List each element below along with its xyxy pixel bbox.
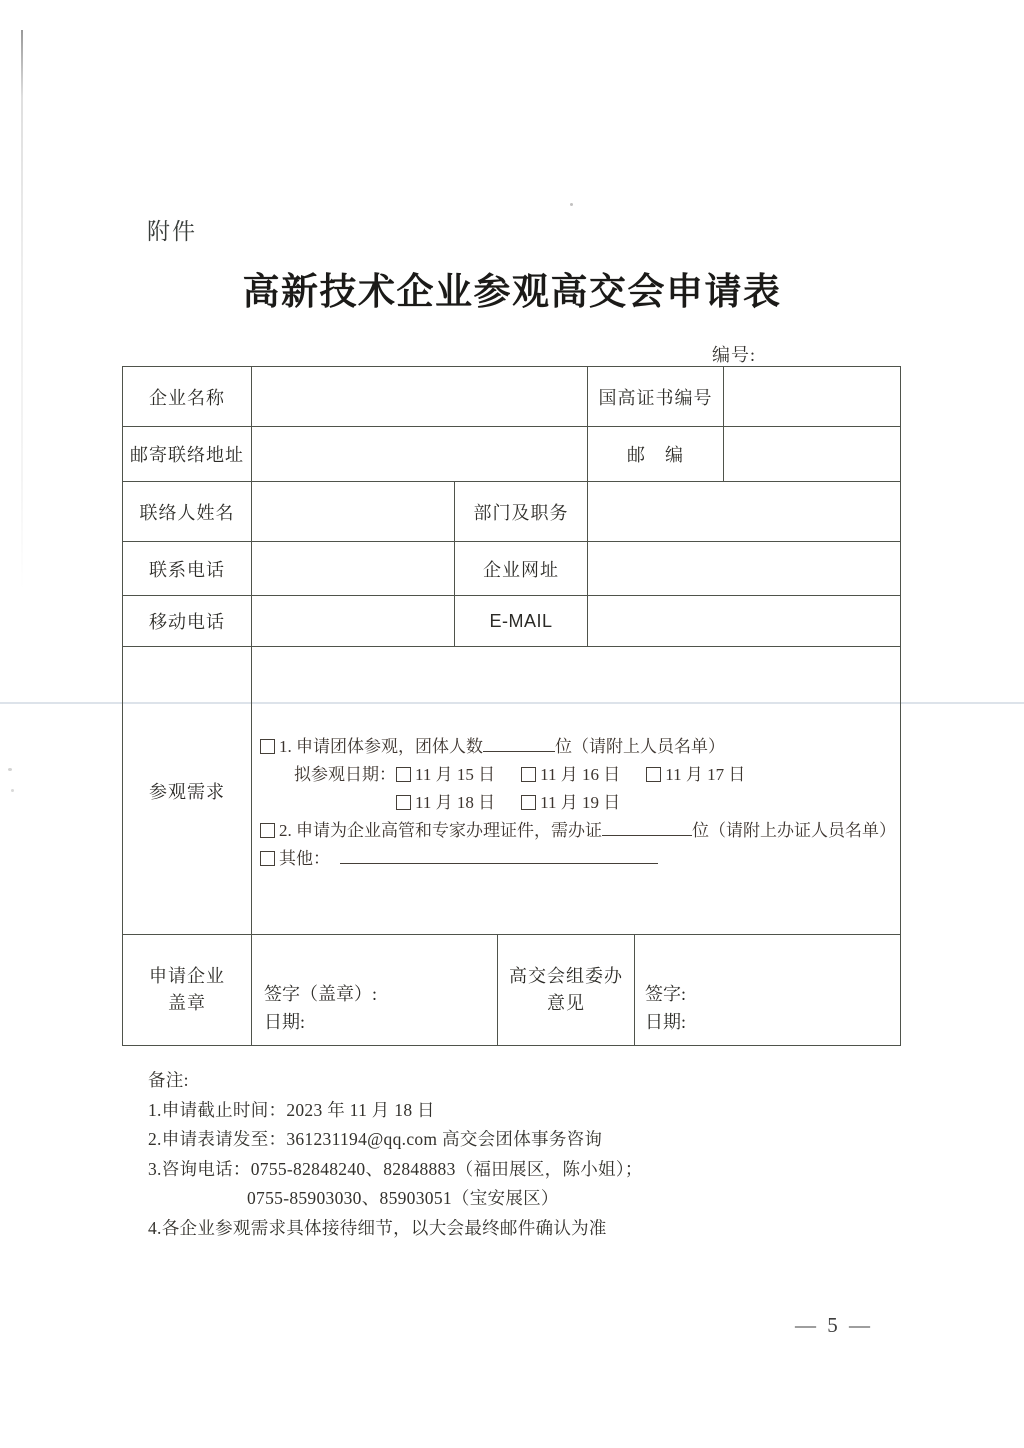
- date-option-label: 11 月 19 日: [540, 793, 621, 812]
- phone-label: 联系电话: [123, 542, 252, 596]
- committee-date-label: 日期:: [645, 1012, 687, 1032]
- visit-option-other: [260, 845, 900, 873]
- checkbox-icon[interactable]: [260, 739, 275, 754]
- contact-name-field[interactable]: [252, 482, 455, 542]
- email-label: E-MAIL: [455, 596, 588, 647]
- date-option-nov17[interactable]: [646, 765, 745, 784]
- notes-section: [148, 1066, 643, 1243]
- visit-needs-cell: [252, 647, 901, 935]
- row-phone: [123, 542, 901, 596]
- page-title: 高新技术企业参观高交会申请表: [242, 272, 782, 313]
- visit-option-1-text: 1. 申请团体参观，团体人数: [279, 737, 483, 756]
- contact-name-label: 联络人姓名: [123, 482, 252, 542]
- notes-title: 备注:: [148, 1070, 189, 1090]
- visit-option-1-suffix: 位（请附上人员名单）: [555, 737, 725, 756]
- applicant-signature-area[interactable]: [252, 935, 498, 1046]
- scan-speck: [11, 789, 14, 792]
- visit-option-other-label: 其他：: [279, 849, 330, 868]
- note-item-3: 3.咨询电话：0755-82848240、82848883（福田展区，陈小姐）；: [148, 1158, 643, 1179]
- fill-in-blank[interactable]: [340, 849, 658, 864]
- mobile-field[interactable]: [252, 596, 455, 647]
- visit-option-2-text: 2. 申请为企业高管和专家办理证件，需办证: [279, 821, 602, 840]
- fill-in-blank[interactable]: [602, 821, 692, 836]
- visit-needs-label: 参观需求: [123, 647, 252, 935]
- mobile-label: 移动电话: [123, 596, 252, 647]
- committee-signature-area[interactable]: [635, 935, 901, 1046]
- date-option-nov15[interactable]: [396, 765, 495, 784]
- checkbox-icon[interactable]: [396, 795, 411, 810]
- applicant-date-label: 日期:: [264, 1012, 306, 1032]
- scan-speck: [8, 768, 12, 771]
- company-name-field[interactable]: [252, 367, 588, 427]
- date-option-nov19[interactable]: [521, 793, 620, 812]
- row-contact-name: [123, 482, 901, 542]
- date-option-label: 11 月 17 日: [665, 765, 746, 784]
- checkbox-icon[interactable]: [260, 823, 275, 838]
- note-item-1: 1.申请截止时间：2023 年 11 月 18 日: [148, 1099, 435, 1120]
- phone-field[interactable]: [252, 542, 455, 596]
- postal-code-label: 邮 编: [588, 427, 724, 482]
- company-seal-label: [123, 935, 252, 1046]
- row-company-name: [123, 367, 901, 427]
- checkbox-icon[interactable]: [260, 851, 275, 866]
- company-name-label: 企业名称: [123, 367, 252, 427]
- row-mail-address: [123, 427, 901, 482]
- serial-number-label: 编号:: [712, 345, 757, 365]
- row-signatures: [123, 935, 901, 1046]
- company-seal-line1: 申请企业: [149, 966, 225, 986]
- email-field[interactable]: [588, 596, 901, 647]
- cert-number-field[interactable]: [724, 367, 901, 427]
- row-mobile: [123, 596, 901, 647]
- note-item-2: 2.申请表请发至：361231194@qq.com 高交会团体事务咨询: [148, 1129, 603, 1149]
- department-field[interactable]: [588, 482, 901, 542]
- postal-code-field[interactable]: [724, 427, 901, 482]
- cert-number-label: 国高证书编号: [588, 367, 724, 427]
- checkbox-icon[interactable]: [521, 795, 536, 810]
- checkbox-icon[interactable]: [521, 767, 536, 782]
- date-option-label: 11 月 15 日: [415, 765, 496, 784]
- checkbox-icon[interactable]: [646, 767, 661, 782]
- application-form-table: [122, 366, 901, 1046]
- scan-speck: [570, 203, 573, 206]
- checkbox-icon[interactable]: [396, 767, 411, 782]
- date-option-label: 11 月 16 日: [540, 765, 621, 784]
- visit-dates-row-2: [396, 789, 900, 817]
- committee-sign-label: 签字:: [645, 984, 687, 1004]
- note-item-4: 4.各企业参观需求具体接待细节，以大会最终邮件确认为准: [148, 1217, 607, 1238]
- row-visit-needs: [123, 647, 901, 935]
- committee-line2: 意见: [547, 993, 585, 1013]
- website-field[interactable]: [588, 542, 901, 596]
- visit-dates-row-1: [294, 761, 900, 789]
- date-option-nov18[interactable]: [396, 793, 495, 812]
- mail-address-field[interactable]: [252, 427, 588, 482]
- date-option-nov16[interactable]: [521, 765, 620, 784]
- website-label: 企业网址: [455, 542, 588, 596]
- applicant-sign-seal-label: 签字（盖章）:: [264, 984, 378, 1004]
- fill-in-blank[interactable]: [483, 737, 555, 752]
- visit-option-1: [260, 733, 900, 761]
- department-label: 部门及职务: [455, 482, 588, 542]
- committee-line1: 高交会组委办: [509, 966, 623, 986]
- page-number: — 5 —: [795, 1313, 873, 1337]
- note-item-3-continued: 0755-85903030、85903051（宝安展区）: [247, 1188, 559, 1208]
- date-option-label: 11 月 18 日: [415, 793, 496, 812]
- visit-needs-content: [252, 733, 900, 873]
- visit-option-2: [260, 817, 900, 845]
- attachment-label: 附件: [147, 218, 197, 244]
- committee-opinion-label: [498, 935, 635, 1046]
- company-seal-line2: 盖章: [168, 993, 206, 1013]
- visit-dates-label: 拟参观日期：: [294, 765, 396, 784]
- visit-option-2-suffix: 位（请附上办证人员名单）: [692, 821, 896, 840]
- mail-address-label: 邮寄联络地址: [123, 427, 252, 482]
